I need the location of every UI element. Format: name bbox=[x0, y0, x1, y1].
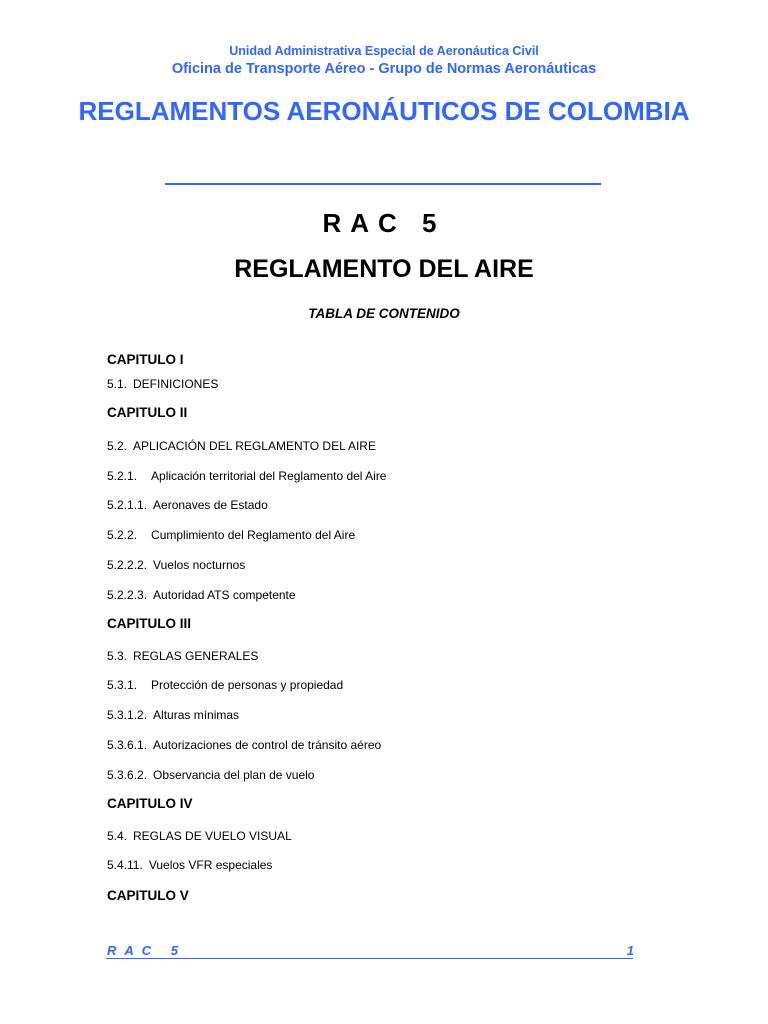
toc-entry-text: Aplicación territorial del Reglamento del Aire bbox=[151, 469, 387, 483]
toc-entry[interactable] bbox=[107, 469, 386, 483]
toc-entry-text: Alturas mínimas bbox=[153, 708, 240, 722]
toc-entry[interactable] bbox=[107, 377, 218, 391]
toc-entry-text: Autoridad ATS competente bbox=[153, 588, 296, 602]
footer-divider bbox=[106, 958, 633, 959]
toc-entry[interactable] bbox=[107, 738, 381, 752]
toc-entry-text: Aeronaves de Estado bbox=[153, 498, 268, 512]
toc-entry[interactable] bbox=[107, 528, 355, 542]
toc-entry[interactable] bbox=[107, 498, 268, 512]
toc-entry-number: 5.2.2.2. bbox=[107, 558, 148, 572]
toc-entry-text: Cumplimiento del Reglamento del Aire bbox=[151, 528, 356, 542]
footer-document-code: RAC 5 bbox=[107, 943, 187, 958]
toc-entry-number: 5.2. bbox=[107, 439, 128, 453]
toc-entry[interactable] bbox=[107, 558, 245, 572]
toc-entry-number: 5.3.1. bbox=[107, 678, 138, 692]
toc-chapter-1: CAPITULO I bbox=[107, 352, 184, 367]
title-divider bbox=[165, 183, 601, 185]
toc-entry-number: 5.1. bbox=[107, 377, 128, 391]
toc-chapter-2: CAPITULO II bbox=[107, 405, 188, 420]
toc-entry[interactable] bbox=[107, 678, 343, 692]
footer-page-number: 1 bbox=[626, 943, 634, 958]
toc-entry-text: Vuelos nocturnos bbox=[153, 558, 246, 572]
toc-entry[interactable] bbox=[107, 649, 258, 663]
toc-entry-text: APLICACIÓN DEL REGLAMENTO DEL AIRE bbox=[133, 439, 376, 453]
toc-entry-text: DEFINICIONES bbox=[133, 377, 219, 391]
toc-entry-number: 5.2.2. bbox=[107, 528, 138, 542]
toc-entry-number: 5.2.1. bbox=[107, 469, 138, 483]
toc-entry-number: 5.2.1.1. bbox=[107, 498, 148, 512]
toc-entry-text: Protección de personas y propiedad bbox=[151, 678, 344, 692]
main-title: REGLAMENTOS AERONÁUTICOS DE COLOMBIA bbox=[78, 96, 690, 126]
toc-entry-text: REGLAS DE VUELO VISUAL bbox=[133, 829, 292, 843]
toc-heading: TABLA DE CONTENIDO bbox=[308, 306, 460, 321]
toc-entry-number: 5.4. bbox=[107, 829, 128, 843]
toc-entry[interactable] bbox=[107, 768, 314, 782]
toc-entry-number: 5.4.11. bbox=[107, 858, 143, 872]
toc-entry-text: Vuelos VFR especiales bbox=[148, 858, 273, 872]
toc-entry-number: 5.3. bbox=[107, 649, 128, 663]
toc-entry-text: Observancia del plan de vuelo bbox=[153, 768, 315, 782]
toc-chapter-4: CAPITULO IV bbox=[107, 796, 193, 811]
toc-entry-number: 5.3.1.2. bbox=[107, 708, 148, 722]
document-code: RAC 5 bbox=[322, 208, 446, 238]
toc-chapter-3: CAPITULO III bbox=[107, 616, 191, 631]
toc-entry-text: Autorizaciones de control de tránsito aéreo bbox=[153, 738, 382, 752]
toc-entry-number: 5.3.6.1. bbox=[107, 738, 148, 752]
toc-entry[interactable] bbox=[107, 708, 239, 722]
document-name: REGLAMENTO DEL AIRE bbox=[234, 255, 534, 283]
toc-entry-number: 5.2.2.3. bbox=[107, 588, 148, 602]
toc-entry[interactable] bbox=[107, 858, 272, 872]
toc-entry[interactable] bbox=[107, 829, 292, 843]
toc-entry[interactable] bbox=[107, 439, 376, 453]
agency-name: Unidad Administrativa Especial de Aeronáutica Civil bbox=[229, 44, 539, 58]
toc-chapter-5: CAPITULO V bbox=[107, 888, 189, 903]
toc-entry[interactable] bbox=[107, 588, 296, 602]
office-name: Oficina de Transporte Aéreo - Grupo de Normas Aeronáuticas bbox=[171, 61, 597, 77]
toc-entry-number: 5.3.6.2. bbox=[107, 768, 148, 782]
toc-entry-text: REGLAS GENERALES bbox=[133, 649, 259, 663]
